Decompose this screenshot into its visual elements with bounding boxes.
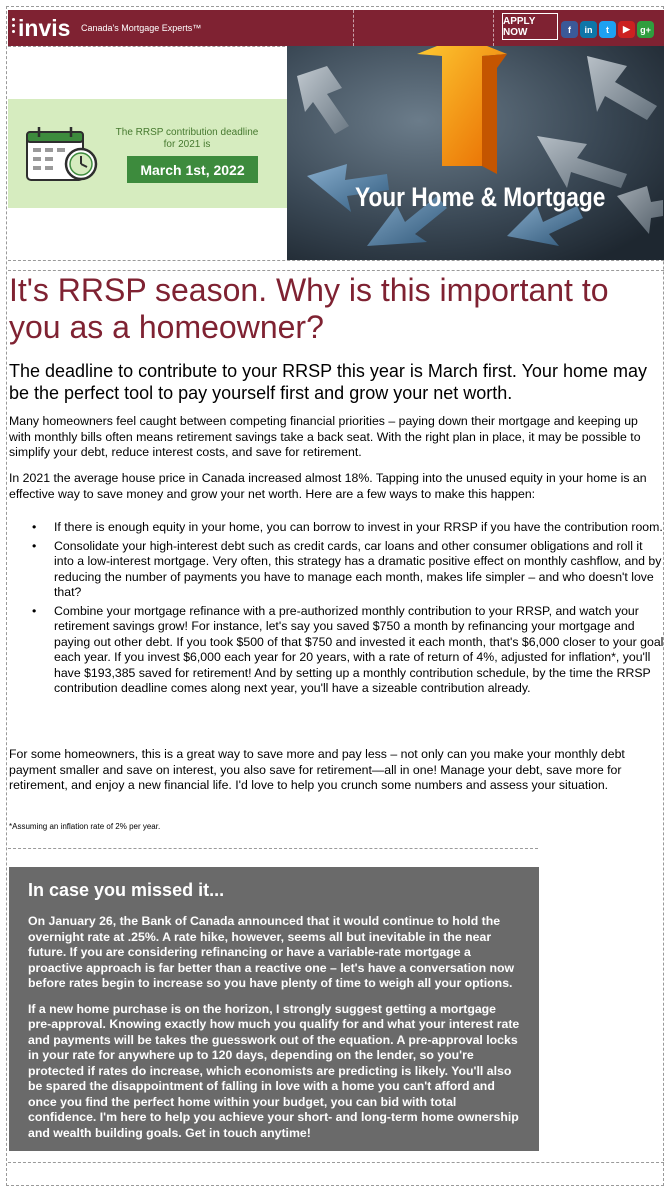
youtube-icon[interactable]: ▶ — [618, 21, 635, 38]
apply-now-button[interactable]: APPLY NOW — [502, 13, 558, 40]
header-bar — [8, 10, 664, 46]
home-mortgage-banner-image — [287, 46, 664, 260]
paragraph-3: For some homeowners, this is a great way to save more and pay less – not only can you make your monthly debt payment smaller and save on interest, you also save for retirement—all in one! Manage your debt, save more for retirement, and enjoy a new financial life. I'd love to help you crunch some numbers and assess your situation. — [9, 747, 625, 792]
deadline-text: The RRSP contribution deadline for 2021 is — [115, 127, 259, 150]
article-title: It's RRSP season. Why is this important to you as a homeowner? — [9, 272, 609, 345]
list-item: • Combine your mortgage refinance with a pre-authorized monthly contribution to your RRSP, and watch your retirement savings grow! For instance, let's say you saved $750 a month by refinancing your mortgage and paying out other debt. If you took $500 of that $750 and invested it each month, that's $6,000 closer to your goal each year. If you invest $6,000 each year for 20 years, with a rate of return of 4%, adjusted for inflation*, you'll have $193,385 saved for retirement! And by setting up a monthly contribution schedule, by the time the RRSP contribution deadline comes along next year, you'll have a sizeable contribution already. — [32, 603, 664, 695]
twitter-icon[interactable]: t — [599, 21, 616, 38]
missed-title: In case you missed it... — [28, 880, 225, 900]
paragraph-1: Many homeowners feel caught between competing financial priorities – paying down their mortgage and keeping up with monthly bills often means retirement savings take a back seat. With the right plan in place, it may be possible to simplify your debt, reduce interest costs, and save for retirement. — [9, 414, 641, 459]
missed-paragraph-2: If a new home purchase is on the horizon, I strongly suggest getting a mortgage pre-approval. Knowing exactly how much you qualify for and what your interest rate and payments will be takes the guesswork out of the equation. A pre-approval locks in your rate for anywhere up to 120 days, depending on the lender, so you're protected if rates do increase, which economists are predicting is likely. You'll also be spared the disappointment of falling in love with a home you can't afford and once you find the perfect home within your budget, you can bid with total confidence. I'm here to help you achieve your short- and long-term home ownership and wealth building goals. Get in touch anytime! — [28, 1001, 520, 1140]
calendar-clock-icon — [25, 124, 101, 184]
list-item: • If there is enough equity in your home, you can borrow to invest in your RRSP if you have the contribution room. — [32, 520, 663, 534]
banner-title: Your Home & Mortgage — [355, 182, 606, 212]
missed-paragraph-1: On January 26, the Bank of Canada announced that it would continue to hold the overnight rate at .25%. A rate hike, however, seems all but inevitable in the near future. If you are considering refinancing or have a variable-rate mortgage a proactive approach is far better than a reactive one – let's have a conversation now before rates begin to increase so you have plenty of time to weigh all your options. — [28, 914, 515, 990]
tagline: Canada's Mortgage Experts™ — [81, 23, 202, 33]
in-case-you-missed-it-box — [9, 867, 539, 1151]
rrsp-deadline-banner — [8, 99, 287, 208]
list-item: • Consolidate your high-interest debt such as credit cards, car loans and other consumer obligations and roll it into a low-interest mortgage. Very often, this strategy has a dramatic positive effect on monthly cashflow, and by reducing the number of payments you have to manage each month, makes life simpler – and who doesn't love that? — [32, 538, 662, 599]
invis-logo[interactable] — [18, 15, 70, 42]
paragraph-2: In 2021 the average house price in Canada increased almost 18%. Tapping into the unused equity in your home is an effective way to save money and grow your net worth. Here are a few ways to make this happen: — [9, 471, 647, 501]
arrows-image — [287, 46, 664, 260]
linkedin-icon[interactable]: in — [580, 21, 597, 38]
ways-list — [9, 520, 665, 700]
footnote: *Assuming an inflation rate of 2% per year. — [9, 822, 161, 831]
logo-text: invis — [18, 15, 71, 41]
deadline-date: March 1st, 2022 — [127, 156, 258, 183]
article-subtitle: The deadline to contribute to your RRSP this year is March first. Your home may be the perfect tool to pay yourself first and grow your net worth. — [9, 361, 647, 403]
google-plus-icon[interactable]: g+ — [637, 21, 654, 38]
facebook-icon[interactable]: f — [561, 21, 578, 38]
